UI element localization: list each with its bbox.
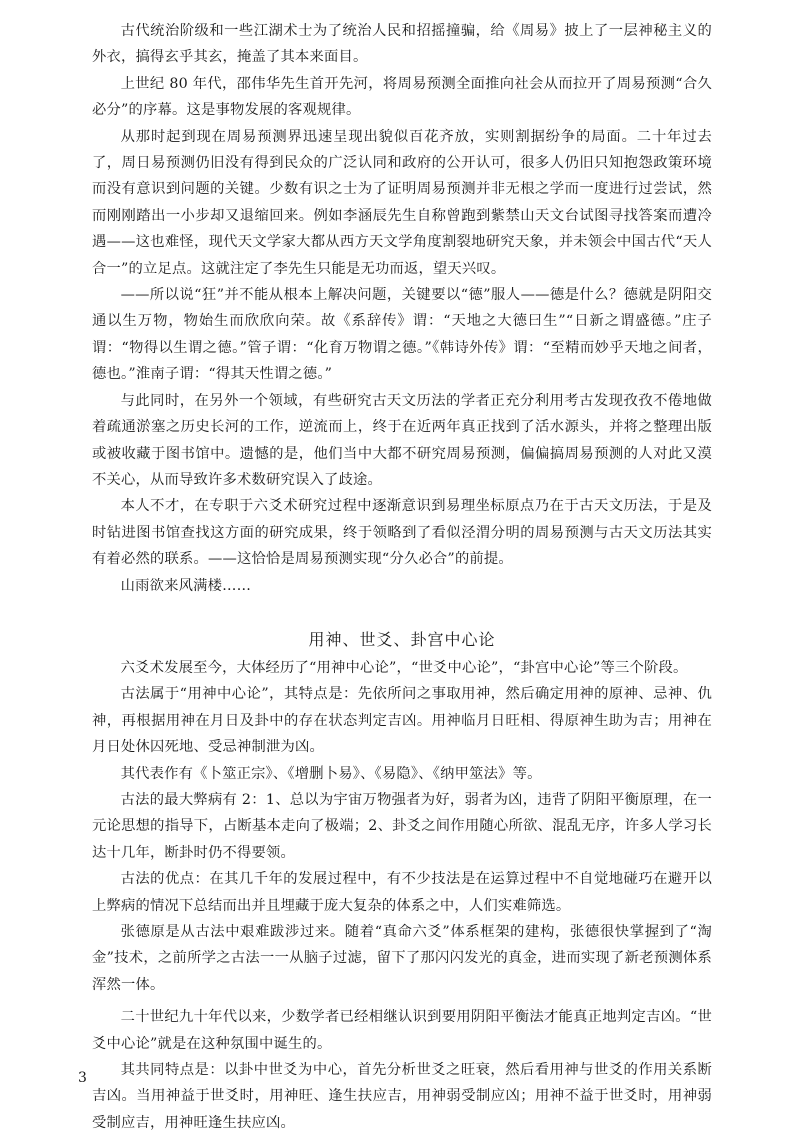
paragraph: 二十世纪九十年代以来，少数学者已经相继认识到要用阴阳平衡法才能真正地判定吉凶。“世爻中心论”就是在这种氛围中诞生的。 [92,1009,712,1052]
paragraph: ——所以说“狂”并不能从根本上解决问题，关键要以“德”服人——德是什么？德就是阴阳交通以生万物，物始生而欣欣向荣。故《系辞传》谓：“天地之大德曰生”“日新之谓盛德。”庄子谓：“物得以生谓之德。”管子谓：“化育万物谓之德。”《韩诗外传》谓：“至精而妙乎天地之间者，德也。”淮南子谓：“得其天性谓之德。” [92,287,712,383]
paragraph: 上世纪 80 年代，邵伟华先生首开先河，将周易预测全面推向社会从而拉开了周易预测“合久必分”的序幕。这是事物发展的客观规律。 [92,75,712,119]
page-number: 3 [78,1070,87,1086]
section-heading: 用神、世爻、卦宫中心论 [308,629,496,649]
paragraph: 从那时起到现在周易预测界迅速呈现出貌似百花齐放，实则割据纷争的局面。二十年过去了，周日易预测仍旧没有得到民众的广泛认同和政府的公开认可，很多人仍旧只知抱怨政策环境而没有意识到问题的关键。少数有识之士为了证明周易预测并非无根之学而一度进行过尝试，然而刚刚踏出一小步却又退缩回来。例如李涵辰先生自称曾跑到紫禁山天文台试图寻找答案而遭冷遇——这也难怪，现代天文学家大都从西方天文学角度割裂地研究天象，并未领会中国古代“天人合一”的立足点。这就注定了李先生只能是无功而返，望天兴叹。 [92,128,712,277]
paragraph: 古法的优点：在其几千年的发展过程中，有不少技法是在运算过程中不自觉地碰巧在避开以上弊病的情况下总结而出并且埋藏于庞大复杂的体系之中，人们实难筛选。 [92,871,712,914]
paragraph: 古代统治阶级和一些江湖术士为了统治人民和招摇撞骗，给《周易》披上了一层神秘主义的外衣，搞得玄乎其玄，掩盖了其本来面目。 [92,23,712,66]
paragraph: 其共同特点是：以卦中世爻为中心，首先分析世爻之旺衰，然后看用神与世爻的作用关系断吉凶。当用神益于世爻时，用神旺、逢生扶应吉，用神弱受制应凶；用神不益于世爻时，用神弱受制应吉，用神旺逢生扶应凶。 [92,1062,712,1131]
paragraph: 其代表作有《卜筮正宗》、《增删卜易》、《易隐》、《纳甲筮法》等。 [120,765,542,782]
document-page [92,18,712,1136]
paragraph: 与此同时，在另外一个领域，有些研究古天文历法的学者正充分利用考古发现孜孜不倦地做着疏通淤塞之历史长河的工作，逆流而上，终于在近两年真正找到了活水源头，并将之整理出版或被收藏于图书馆中。遗憾的是，他们当中大都不研究周易预测，偏偏搞周易预测的人对此又漠不关心，从而导致许多术数研究误入了歧途。 [92,392,712,488]
paragraph: 古法属于“用神中心论”，其特点是：先依所问之事取用神，然后确定用神的原神、忌神、仇神，再根据用神在月日及卦中的存在状态判定吉凶。用神临月日旺相、得原神生助为吉；用神在月日处休囚死地、受忌神制泄为凶。 [92,686,712,756]
paragraph: 古法的最大弊病有 2：1、总以为宇宙万物强者为好，弱者为凶，违背了阴阳平衡原理，在一元论思想的指导下，占断基本走向了极端；2、卦爻之间作用随心所欲、混乱无序，许多人学习长达十几年，断卦时仍不得要领。 [92,791,712,861]
paragraph: 山雨欲来风满楼…… [120,577,252,594]
paragraph: 张德原是从古法中艰难跋涉过来。随着“真命六爻”体系框架的建构，张德很快掌握到了“淘金”技术，之前所学之古法一一从脑子过滤，留下了那闪闪发光的真金，进而实现了新老预测体系浑然一体。 [92,924,712,993]
paragraph: 本人不才，在专职于六爻术研究过程中逐渐意识到易理坐标原点乃在于古天文历法，于是及时钻进图书馆查找这方面的研究成果，终于领略到了看似泾渭分明的周易预测与古天文历法其实有着必然的联系。——这恰恰是周易预测实现“分久必合”的前提。 [92,498,712,568]
paragraph: 六爻术发展至今，大体经历了“用神中心论”，“世爻中心论”，“卦宫中心论”等三个阶段。 [120,659,688,676]
